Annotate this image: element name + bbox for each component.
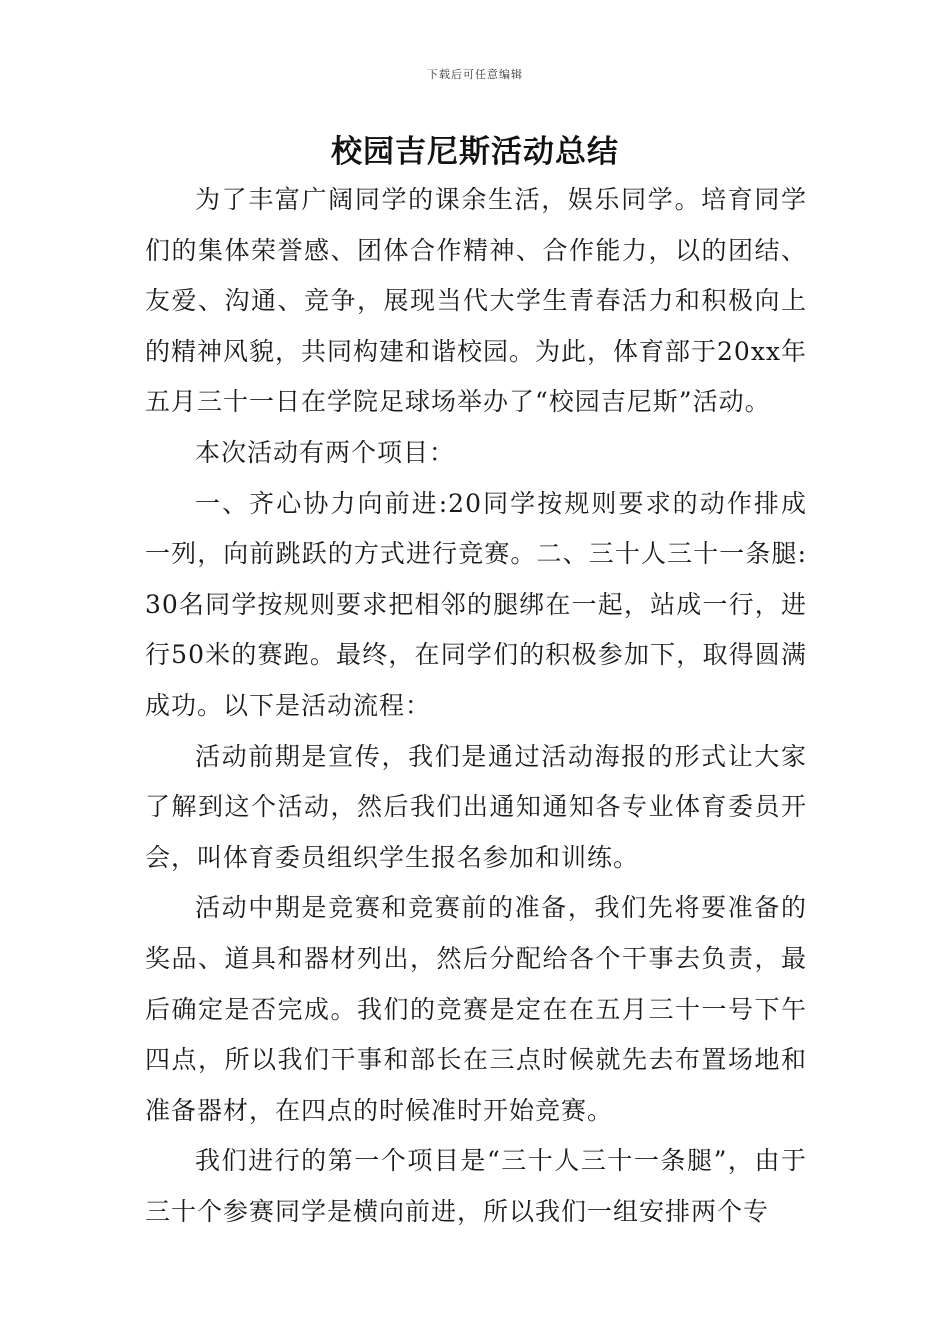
paragraph-intro: 为了丰富广阔同学的课余生活，娱乐同学。培育同学们的集体荣誉感、团体合作精神、合作能力，以的团结、友爱、沟通、竞争，展现当代大学生青春活力和积极向上的精神风貌，共同构建和谐校园。为此，体育部于20xx年五月三十一日在学院足球场举办了“校园吉尼斯”活动。 — [145, 185, 808, 417]
document-body — [145, 175, 807, 1237]
document-title: 校园吉尼斯活动总结 — [331, 134, 619, 170]
paragraph-first-event: 我们进行的第一个项目是“三十人三十一条腿”，由于三十个参赛同学是横向前进，所以我们一组安排两个专 — [145, 1146, 807, 1226]
paragraph-early-phase: 活动前期是宣传，我们是通过活动海报的形式让大家了解到这个活动，然后我们出通知通知各专业体育委员开会，叫体育委员组织学生报名参加和训练。 — [145, 741, 807, 872]
paragraph-middle-phase: 活动中期是竞赛和竞赛前的准备，我们先将要准备的奖品、道具和器材列出，然后分配给各个干事去负责，最后确定是否完成。我们的竞赛是定在在五月三十一号下午四点，所以我们干事和部长在三点时候就先去布置场地和准备器材，在四点的时候准时开始竞赛。 — [145, 893, 807, 1125]
paragraph-projects: 一、齐心协力向前进:20同学按规则要求的动作排成一列，向前跳跃的方式进行竞赛。二、三十人三十一条腿:30名同学按规则要求把相邻的腿绑在一起，站成一行，进行50米的赛跑。最终，在同学们的积极参加下，取得圆满成功。以下是活动流程： — [145, 488, 807, 720]
page-header-note: 下载后可任意编辑 — [427, 68, 523, 81]
paragraph-project-count: 本次活动有两个项目： — [195, 437, 456, 467]
